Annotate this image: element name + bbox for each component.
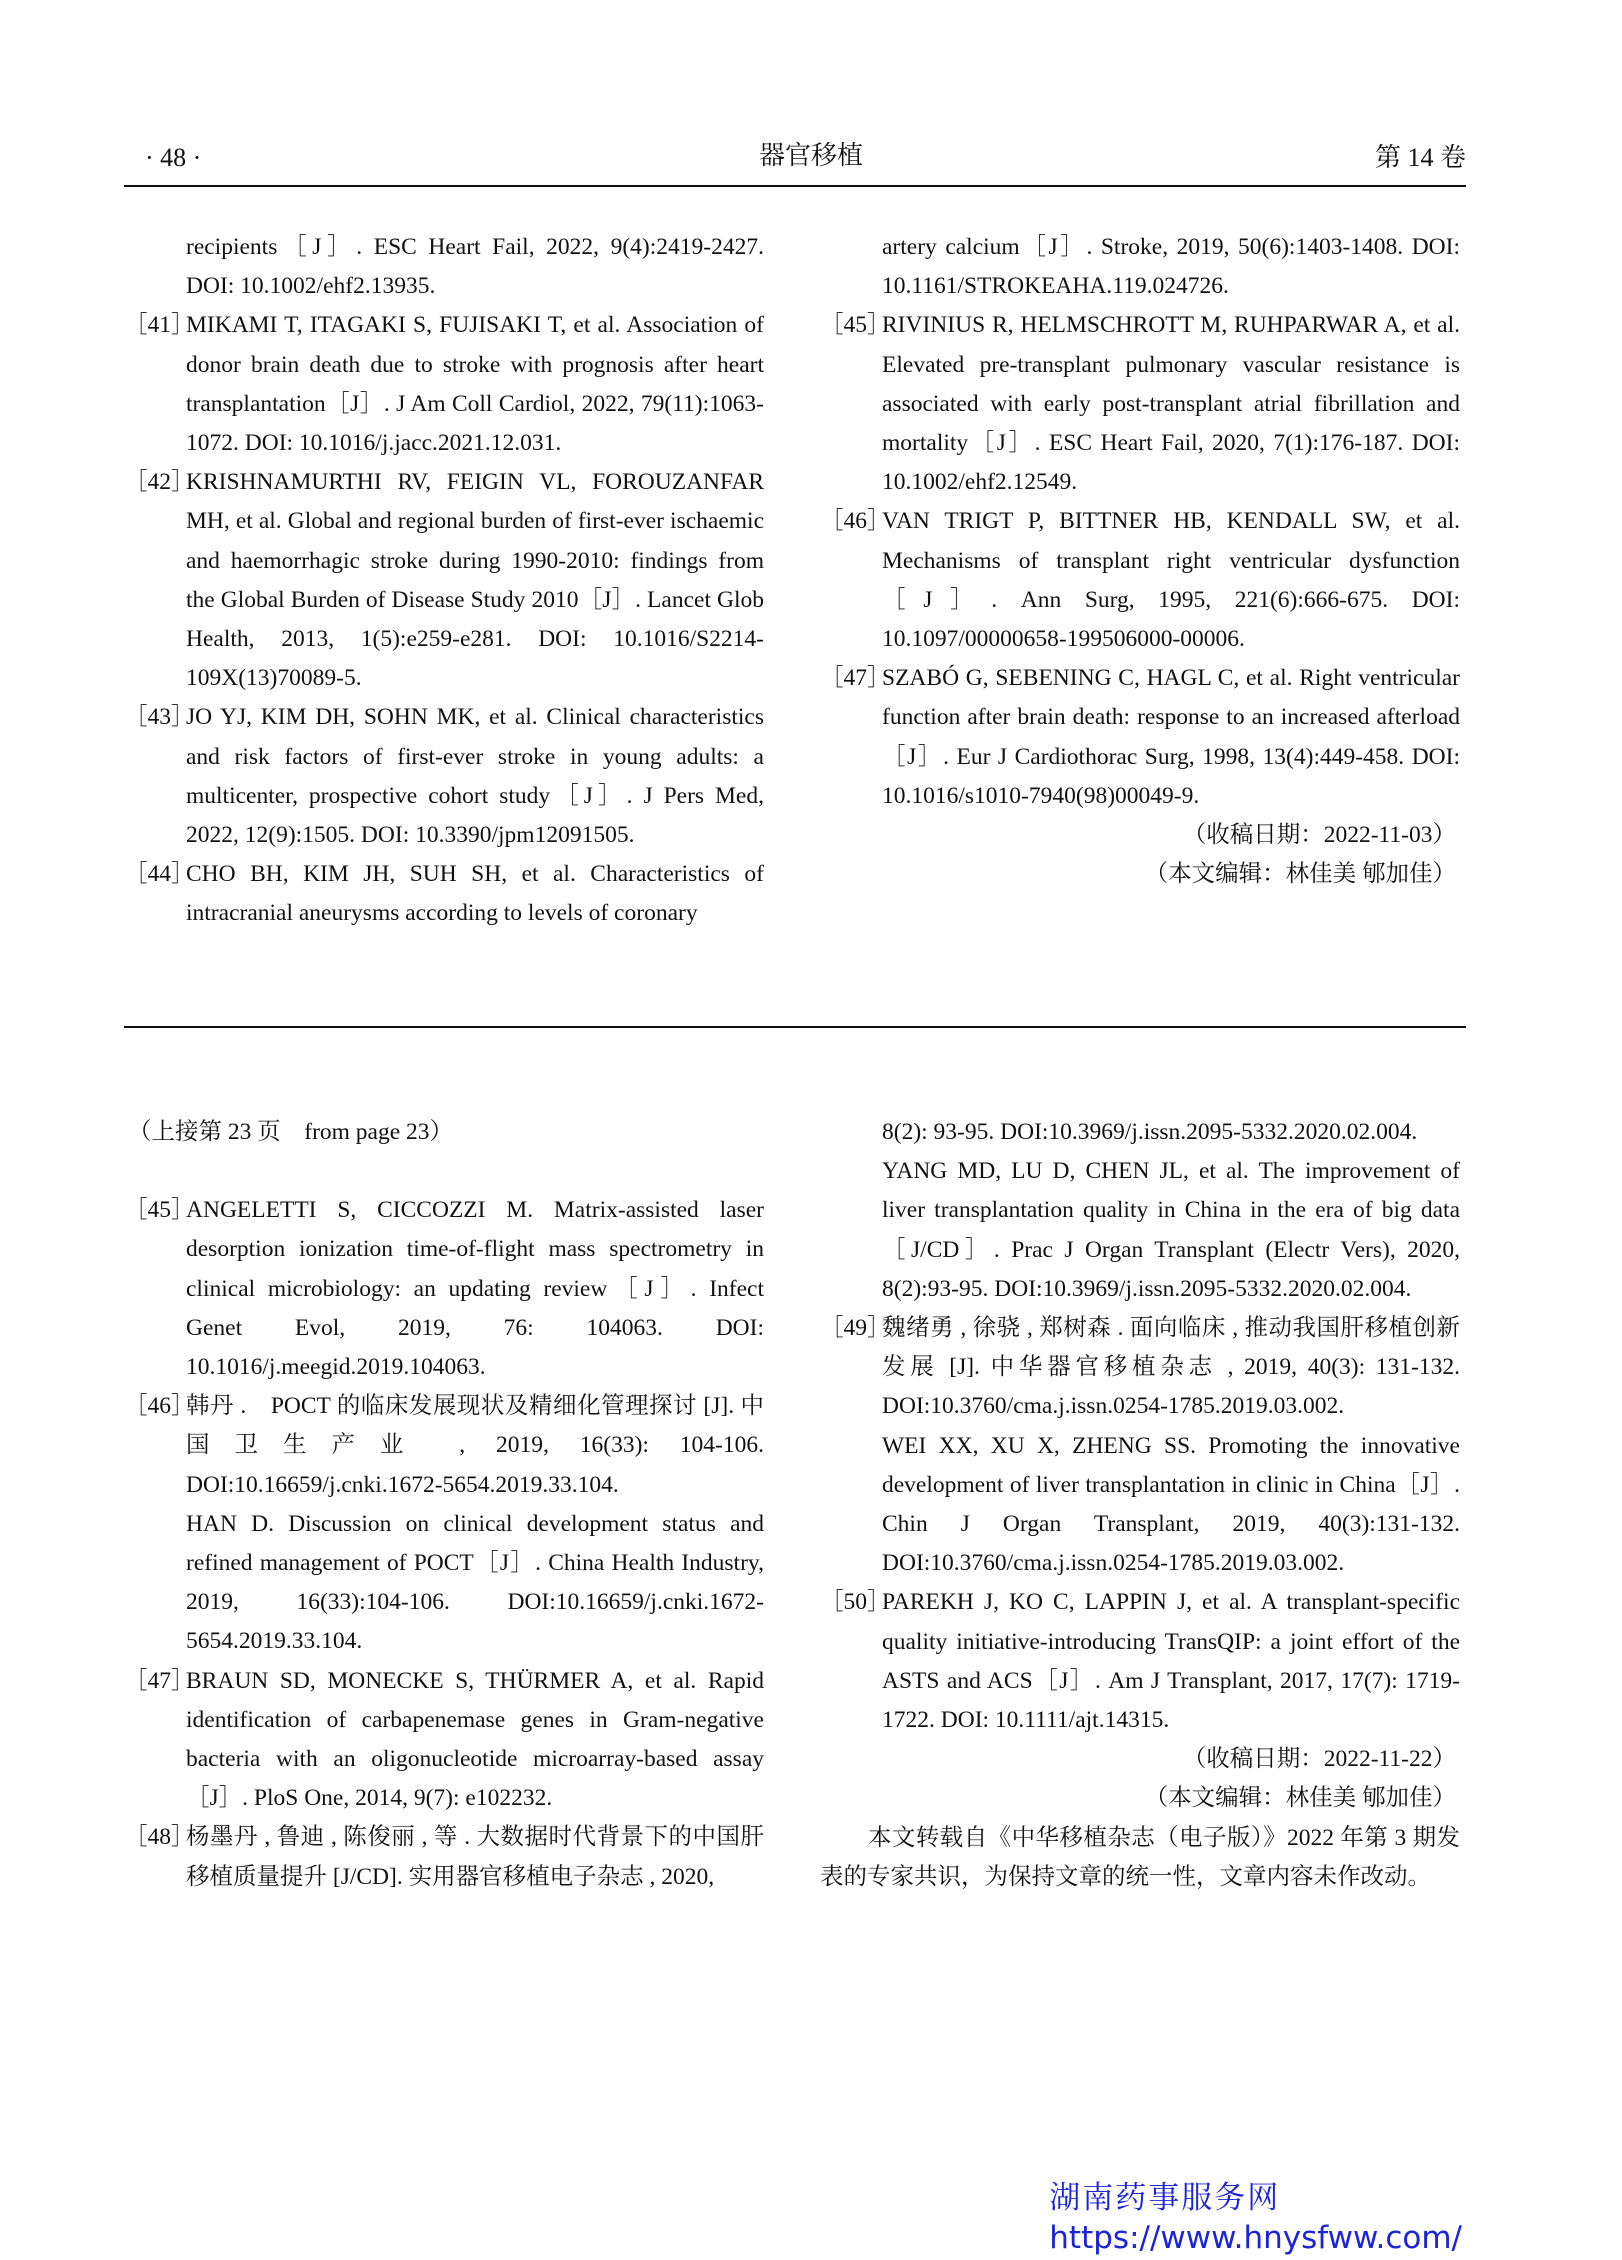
reference-text: 杨墨丹 , 鲁迪 , 陈俊丽 , 等 . 大数据时代背景下的中国肝移植质量提升 [J/CD]. 实用器官移植电子杂志 , 2020,	[186, 1824, 764, 1890]
reference-item	[124, 463, 764, 698]
reference-number: ［43］	[124, 704, 195, 731]
references-bottom-left	[124, 1113, 764, 1897]
reference-item	[124, 228, 764, 306]
reference-text: CHO BH, KIM JH, SUH SH, et al. Characteristics of intracranial aneurysms according to levels of coronary	[186, 861, 764, 927]
reference-number: ［42］	[124, 469, 195, 496]
reference-text: JO YJ, KIM DH, SOHN MK, et al. Clinical characteristics and risk factors of first-ever stroke in young adults: a multicenter, prospective cohort study［J］. J Pers Med, 2022, 12(9):1505. DOI: 10.3390/jpm12091505.	[186, 704, 764, 849]
section-divider	[124, 1026, 1466, 1028]
received-date: （收稿日期：2022-11-03）	[1182, 822, 1456, 849]
reference-item	[820, 1113, 1460, 1152]
reference-item	[124, 1387, 764, 1505]
references-bottom-right	[820, 1113, 1460, 1897]
reference-item	[820, 502, 1460, 659]
reference-text: HAN D. Discussion on clinical development status and refined management of POCT［J］. China Health Industry, 2019, 16(33):104-106. DOI:10.16659/j.cnki.1672-5654.2019.33.104.	[186, 1510, 764, 1655]
reference-item	[820, 1583, 1460, 1740]
reference-text: BRAUN SD, MONECKE S, THÜRMER A, et al. Rapid identification of carbapenemase genes in Gram-negative bacteria with an oligonucleotide microarray-based assay［J］. PloS One, 2014, 9(7): e102232.	[186, 1667, 764, 1812]
reference-text: YANG MD, LU D, CHEN JL, et al. The improvement of liver transplantation quality in China in the era of big data［J/CD］. Prac J Organ Transplant (Electr Vers), 2020, 8(2):93-95. DOI:10.3969/j.issn.2095-5332.2020.02.004.	[882, 1158, 1460, 1302]
editor-credit: （本文编辑：林佳美 郇加佳）	[1144, 861, 1456, 888]
reference-item	[820, 228, 1460, 306]
reference-item	[820, 1309, 1460, 1427]
reference-text: RIVINIUS R, HELMSCHROTT M, RUHPARWAR A, et al. Elevated pre-transplant pulmonary vascular resistance is associated with early post-transplant atrial fibrillation and mortality［J］. ESC Heart Fail, 2020, 7(1):176-187. DOI: 10.1002/ehf2.12549.	[882, 312, 1460, 496]
reference-text: ANGELETTI S, CICCOZZI M. Matrix-assisted laser desorption ionization time-of-flight mass spectrometry in clinical microbiology: an updating review［J］. Infect Genet Evol, 2019, 76: 104063. DOI: 10.1016/j.meegid.2019.104063.	[186, 1197, 764, 1381]
reference-text: SZABÓ G, SEBENING C, HAGL C, et al. Right ventricular function after brain death: response to an increased afterload［J］. Eur J Cardiothorac Surg, 1998, 13(4):449-458. DOI: 10.1016/s1010-7940(98)00049-9.	[882, 665, 1460, 809]
page-number: · 48 ·	[145, 143, 202, 172]
reference-item	[820, 1152, 1460, 1309]
editor-credit: （本文编辑：林佳美 郇加佳）	[1144, 1785, 1456, 1812]
reference-text: artery calcium［J］. Stroke, 2019, 50(6):1403-1408. DOI: 10.1161/STROKEAHA.119.024726.	[882, 234, 1460, 300]
reference-number: ［45］	[820, 312, 891, 339]
reference-text: 魏绪勇 , 徐骁 , 郑树森 . 面向临床 , 推动我国肝移植创新发展 [J]. 中华器官移植杂志 , 2019, 40(3): 131-132. DOI:10.3760/cma.j.issn.0254-1785.2019.03.002.	[882, 1315, 1460, 1420]
reference-number: ［41］	[124, 312, 195, 339]
received-date: （收稿日期：2022-11-22）	[1182, 1746, 1456, 1773]
reference-text: MIKAMI T, ITAGAKI S, FUJISAKI T, et al. Association of donor brain death due to stroke with prognosis after heart transplantation［J］. J Am Coll Cardiol, 2022, 79(11):1063-1072. DOI: 10.1016/j.jacc.2021.12.031.	[186, 312, 764, 457]
reference-item	[124, 855, 764, 933]
reference-item	[124, 1191, 764, 1387]
reference-text: 8(2): 93-95. DOI:10.3969/j.issn.2095-5332.2020.02.004.	[882, 1119, 1418, 1145]
reference-number: ［49］	[820, 1315, 891, 1342]
reference-text: recipients［J］. ESC Heart Fail, 2022, 9(4):2419-2427. DOI: 10.1002/ehf2.13935.	[186, 234, 764, 300]
references-top-right	[820, 228, 1460, 894]
volume-label: 第 14 卷	[1374, 143, 1466, 172]
reference-item	[124, 698, 764, 855]
reprint-note: 本文转载自《中华移植杂志（电子版）》2022 年第 3 期发表的专家共识，为保持文章的统一性，文章内容未作改动。	[820, 1824, 1460, 1890]
reference-text: PAREKH J, KO C, LAPPIN J, et al. A transplant-specific quality initiative-introducing TransQIP: a joint effort of the ASTS and ACS［J］. Am J Transplant, 2017, 17(7): 1719-1722. DOI: 10.1111/ajt.14315.	[882, 1589, 1460, 1734]
watermark-url-link[interactable]: https://www.hnysfww.com/	[1049, 2220, 1462, 2256]
reference-number: ［50］	[820, 1589, 891, 1616]
reference-item	[820, 306, 1460, 502]
reference-text: 韩丹 . POCT 的临床发展现状及精细化管理探讨 [J]. 中国卫生产业 , 2019, 16(33): 104-106. DOI:10.16659/j.cnki.1672-5654.2019.33.104.	[186, 1393, 764, 1498]
reference-number: ［48］	[124, 1824, 195, 1851]
references-top-left	[124, 228, 764, 934]
reference-item	[820, 659, 1460, 816]
reference-text: KRISHNAMURTHI RV, FEIGIN VL, FOROUZANFAR MH, et al. Global and regional burden of first-ever ischaemic and haemorrhagic stroke during 1990-2010: findings from the Global Burden of Disease Study 2010［J］. Lancet Glob Health, 2013, 1(5):e259-e281. DOI: 10.1016/S2214-109X(13)70089-5.	[186, 469, 764, 692]
reference-item	[124, 306, 764, 463]
reference-number: ［47］	[124, 1667, 195, 1694]
reference-number: ［46］	[820, 508, 891, 535]
reference-number: ［45］	[124, 1197, 195, 1224]
journal-title: 器官移植	[758, 141, 863, 170]
reference-text: VAN TRIGT P, BITTNER HB, KENDALL SW, et al. Mechanisms of transplant right ventricular dysfunction［J］. Ann Surg, 1995, 221(6):666-675. DOI: 10.1097/00000658-199506000-00006.	[882, 508, 1460, 653]
continued-from-note: （上接第 23 页 from page 23）	[128, 1119, 454, 1145]
reference-item	[124, 1505, 764, 1662]
reference-number: ［44］	[124, 861, 195, 888]
reference-text: WEI XX, XU X, ZHENG SS. Promoting the innovative development of liver transplantation in clinic in China［J］. Chin J Organ Transplant, 2019, 40(3):131-132. DOI:10.3760/cma.j.issn.0254-1785.2019.03.002.	[882, 1432, 1460, 1577]
reference-number: ［46］	[124, 1393, 195, 1420]
reference-number: ［47］	[820, 665, 891, 692]
header-rule	[124, 185, 1466, 187]
site-watermark[interactable]	[1049, 2178, 1462, 2258]
reference-item	[124, 1662, 764, 1819]
reference-item	[820, 1427, 1460, 1584]
watermark-site-name: 湖南药事服务网	[1049, 2180, 1281, 2216]
reference-item	[124, 1818, 764, 1896]
